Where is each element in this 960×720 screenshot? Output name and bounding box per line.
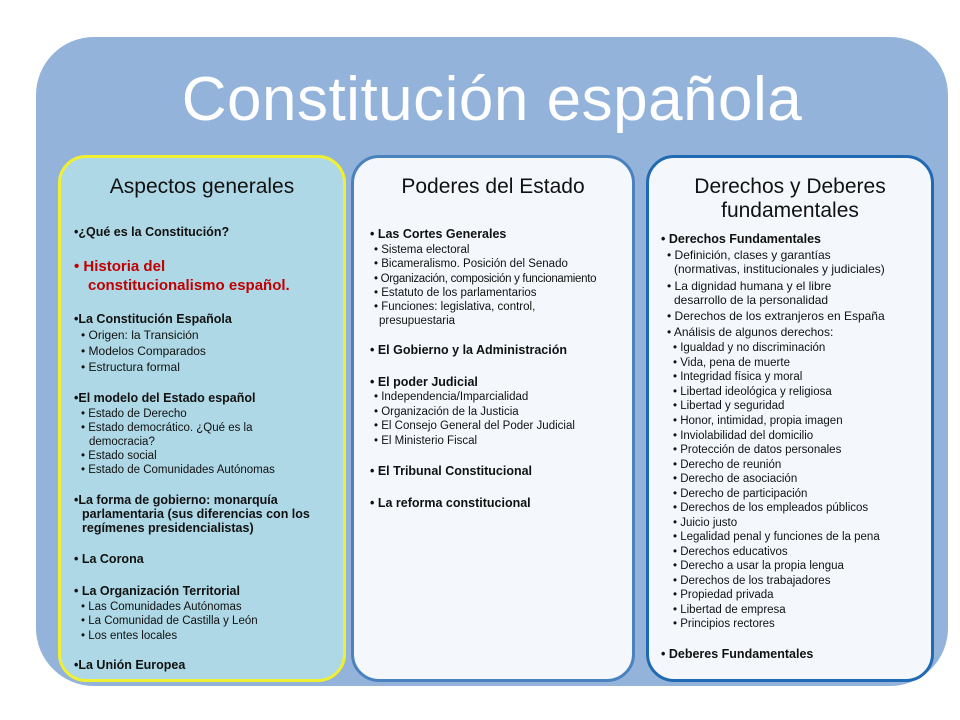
- panel-title: Aspectos generales: [109, 175, 295, 198]
- list-item: • Libertad de empresa: [673, 604, 786, 616]
- list-item: • Derecho de participación: [673, 488, 808, 500]
- list-item: (normativas, institucionales y judiciales): [674, 262, 885, 276]
- list-item: •La Constitución Española: [74, 312, 232, 326]
- list-item: constitucionalismo español.: [88, 277, 290, 294]
- list-item: • Independencia/Imparcialidad: [374, 391, 529, 403]
- list-item: • Derechos educativos: [673, 546, 788, 558]
- list-item: • Protección de datos personales: [673, 444, 842, 456]
- list-item: • Propiedad privada: [673, 589, 774, 601]
- list-item: • La reforma constitucional: [370, 496, 531, 510]
- panel-title: Poderes del Estado: [401, 175, 585, 198]
- list-item: • Derechos Fundamentales: [661, 232, 821, 246]
- list-item: regímenes presidencialistas): [82, 521, 254, 535]
- list-item: • Integridad física y moral: [673, 371, 803, 383]
- list-item: • Historia del: [74, 258, 166, 275]
- list-item: • El Tribunal Constitucional: [370, 464, 533, 478]
- list-item: • Estado de Comunidades Autónomas: [81, 464, 275, 476]
- list-item: • Sistema electoral: [374, 244, 470, 256]
- list-item: • Estructura formal: [81, 360, 180, 374]
- panel-poderes-del-estado: [351, 155, 635, 682]
- list-item: • Derechos de los extranjeros en España: [667, 309, 885, 323]
- list-item: • Estado democrático. ¿Qué es la: [81, 422, 253, 434]
- list-item: • La dignidad humana y el libre: [667, 279, 832, 293]
- list-item: democracia?: [89, 436, 155, 448]
- list-item: parlamentaria (sus diferencias con los: [82, 507, 310, 521]
- list-item: •¿Qué es la Constitución?: [74, 225, 230, 239]
- panel-title-line1: Derechos y Deberes: [694, 175, 886, 198]
- list-item: • El Gobierno y la Administración: [370, 343, 568, 357]
- list-item: • Derecho de reunión: [673, 459, 782, 471]
- list-item: • Vida, pena de muerte: [673, 357, 790, 369]
- list-item: • Honor, intimidad, propia imagen: [673, 415, 843, 427]
- list-item: • Origen: la Transición: [81, 328, 199, 342]
- list-item: • Derechos de los empleados públicos: [673, 502, 869, 514]
- list-item: presupuestaria: [379, 315, 456, 327]
- list-item: • Las Comunidades Autónomas: [81, 601, 242, 613]
- list-item: • Las Cortes Generales: [370, 227, 507, 241]
- panel-aspectos-generales: [58, 155, 346, 682]
- list-item: • El Ministerio Fiscal: [374, 435, 478, 447]
- list-item: desarrollo de la personalidad: [674, 293, 829, 307]
- list-item: • Los entes locales: [81, 630, 178, 642]
- list-item: •La forma de gobierno: monarquía: [74, 493, 278, 507]
- list-item: • Estado social: [81, 450, 157, 462]
- list-item: •El modelo del Estado español: [74, 391, 256, 405]
- list-item: • Organización de la Justicia: [374, 406, 519, 418]
- list-item: • Derecho a usar la propia lengua: [673, 560, 844, 572]
- list-item: • Bicameralismo. Posición del Senado: [374, 258, 568, 270]
- list-item: • Análisis de algunos derechos:: [667, 325, 834, 339]
- list-item: • Inviolabilidad del domicilio: [673, 430, 814, 442]
- list-item: • Funciones: legislativa, control,: [374, 301, 536, 313]
- list-item: • El Consejo General del Poder Judicial: [374, 420, 575, 432]
- list-item: • Igualdad y no discriminación: [673, 342, 826, 354]
- list-item: • La Organización Territorial: [74, 584, 240, 598]
- list-item: • El poder Judicial: [370, 375, 478, 389]
- list-item: • Legalidad penal y funciones de la pena: [673, 531, 880, 543]
- main-title: Constitución española: [181, 65, 803, 134]
- list-item: • Juicio justo: [673, 517, 738, 529]
- list-item: • La Comunidad de Castilla y León: [81, 615, 258, 627]
- list-item: • Estatuto de los parlamentarios: [374, 287, 537, 299]
- list-item: • Derecho de asociación: [673, 473, 798, 485]
- panel-derechos-y-deberes: [646, 155, 934, 682]
- panel-title-line2: fundamentales: [721, 199, 859, 222]
- list-item: • Derechos de los trabajadores: [673, 575, 831, 587]
- list-item: •La Unión Europea: [74, 658, 186, 672]
- list-item: • Libertad y seguridad: [673, 400, 785, 412]
- list-item: • La Corona: [74, 552, 144, 566]
- list-item: • Libertad ideológica y religiosa: [673, 386, 832, 398]
- list-item: • Definición, clases y garantías: [667, 248, 831, 262]
- list-item: • Modelos Comparados: [81, 344, 206, 358]
- list-item: • Estado de Derecho: [81, 408, 187, 420]
- list-item: • Principios rectores: [673, 618, 775, 630]
- list-item: • Deberes Fundamentales: [661, 647, 814, 661]
- list-item: • Organización, composición y funcionamiento: [374, 273, 597, 285]
